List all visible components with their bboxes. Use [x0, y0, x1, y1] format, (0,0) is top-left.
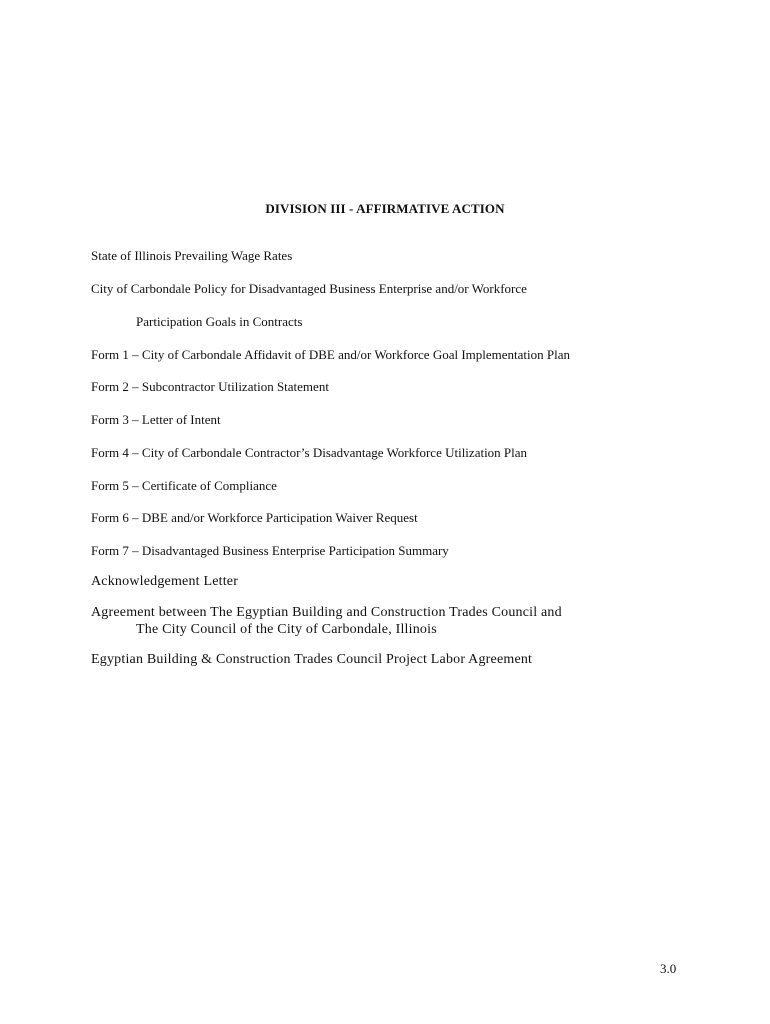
list-item-form-2: Form 2 – Subcontractor Utilization Statement: [91, 379, 329, 394]
agreement-line-2: The City Council of the City of Carbondale, Illinois: [136, 622, 437, 637]
list-item-form-4: Form 4 – City of Carbondale Contractor’s Disadvantage Workforce Utilization Plan: [91, 445, 528, 460]
list-item-form-5: Form 5 – Certificate of Compliance: [91, 478, 277, 493]
list-item-labor-agreement: Egyptian Building & Construction Trades Council Project Labor Agreement: [91, 652, 533, 667]
list-item-form-1: Form 1 – City of Carbondale Affidavit of DBE and/or Workforce Goal Implementation Plan: [91, 347, 571, 362]
list-item-dbe-policy-continued: Participation Goals in Contracts: [136, 314, 303, 329]
page-number: 3.0: [660, 961, 677, 976]
list-item-form-7: Form 7 – Disadvantaged Business Enterprise Participation Summary: [91, 543, 449, 558]
agreement-line-1: Agreement between The Egyptian Building and Construction Trades Council and: [91, 605, 562, 620]
list-item-form-6: Form 6 – DBE and/or Workforce Participation Waiver Request: [91, 510, 418, 525]
list-item-agreement: [91, 605, 562, 638]
list-item-form-3: Form 3 – Letter of Intent: [91, 412, 221, 427]
list-item-acknowledgement-letter: Acknowledgement Letter: [91, 574, 239, 589]
list-item-dbe-policy: City of Carbondale Policy for Disadvantaged Business Enterprise and/or Workforce: [91, 281, 527, 296]
list-item-prevailing-wage: State of Illinois Prevailing Wage Rates: [91, 248, 293, 263]
page-title: DIVISION III - AFFIRMATIVE ACTION: [265, 201, 505, 216]
